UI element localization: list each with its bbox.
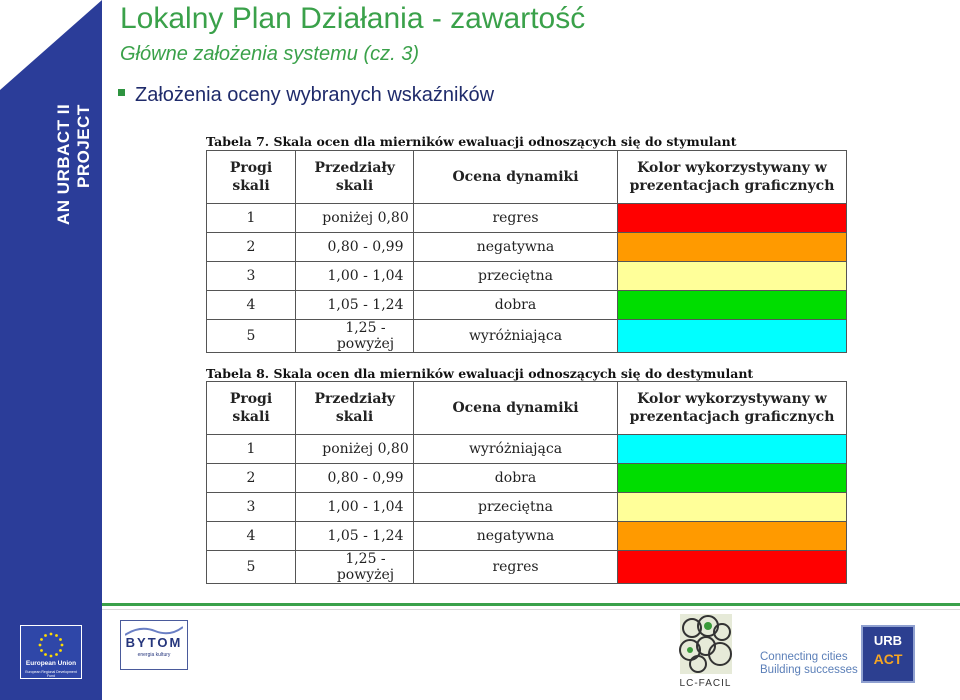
cell-prog: 5 [207,320,296,353]
table-row [207,291,847,320]
tagline-line-1: Connecting cities [760,651,848,663]
cell-przedzial: poniżej 0,80 [296,435,414,464]
header-przedzialy-text: Przedziały skali [314,160,395,194]
cell-ocena: negatywna [414,522,618,551]
header-progi-text: Progi skali [229,391,273,425]
cell-przedzial: 1,00 - 1,04 [296,493,414,522]
eu-stars-icon [37,631,65,659]
cell-color-swatch [618,262,847,291]
cell-przedzial: poniżej 0,80 [296,204,414,233]
urbact-label-bottom: ACT [873,651,903,667]
table-header-row [207,382,847,435]
header-ocena [414,151,618,204]
cell-ocena: przeciętna [414,493,618,522]
cell-przedzial: 1,00 - 1,04 [296,262,414,291]
sidebar-corner-wedge [0,0,102,90]
eu-label: European Union [25,660,77,667]
header-kolor-text: Kolor wykorzystywany w prezentacjach graficznych [629,160,835,194]
cell-prog: 4 [207,291,296,320]
header-ocena-text: Ocena dynamiki [452,169,579,185]
cell-ocena: wyróżniająca [414,320,618,353]
cell-color-swatch [618,291,847,320]
table-row [207,464,847,493]
table-row [207,204,847,233]
cell-color-swatch [618,522,847,551]
cell-prog: 3 [207,262,296,291]
cell-ocena: dobra [414,464,618,493]
cell-color-swatch [618,493,847,522]
cell-color-swatch [618,464,847,493]
bytom-tagline: energia kultury [137,652,171,658]
table-row [207,551,847,584]
header-ocena [414,382,618,435]
eu-flag-logo [20,625,82,679]
table-row [207,320,847,353]
table-7 [206,150,847,353]
cell-prog: 4 [207,522,296,551]
cell-ocena: negatywna [414,233,618,262]
bullet-text: Założenia oceny wybranych wskaźników [135,84,495,106]
table-7-caption: Tabela 7. Skala ocen dla mierników ewaluacji odnoszących się do stymulant [206,134,737,149]
sidebar-project-label: AN URBACT II PROJECT [54,104,93,226]
header-progi [207,151,296,204]
tagline-line-2: Building successes [760,664,858,676]
cell-ocena: wyróżniająca [414,435,618,464]
header-kolor-text: Kolor wykorzystywany w prezentacjach graficznych [629,391,835,425]
cell-prog: 5 [207,551,296,584]
header-przedzialy [296,382,414,435]
cell-ocena: regres [414,551,618,584]
urbact-label-top: URB [873,633,903,648]
cell-przedzial: 1,05 - 1,24 [296,291,414,320]
header-progi [207,382,296,435]
header-ocena-text: Ocena dynamiki [452,400,579,416]
cell-prog: 1 [207,204,296,233]
connecting-cities-tagline [760,651,858,677]
header-przedzialy [296,151,414,204]
header-kolor [618,382,847,435]
bytom-logo [120,620,188,670]
bullet-item [118,84,494,107]
bytom-name: BYTOM [125,635,183,650]
cell-przedzial: 1,25 - powyżej [296,551,414,584]
table-row [207,522,847,551]
table-row [207,493,847,522]
cell-prog: 2 [207,233,296,262]
cell-color-swatch [618,551,847,584]
cell-przedzial: 0,80 - 0,99 [296,233,414,262]
footer-divider [102,603,960,606]
cell-color-swatch [618,233,847,262]
eu-sublabel: European Regional Development Fund [25,670,77,678]
cell-ocena: regres [414,204,618,233]
cell-przedzial: 1,05 - 1,24 [296,522,414,551]
cell-prog: 3 [207,493,296,522]
table-row [207,435,847,464]
cell-color-swatch [618,435,847,464]
cell-prog: 1 [207,435,296,464]
lc-facil-circles-icon [668,612,743,676]
bullet-square-icon [118,89,125,96]
header-kolor [618,151,847,204]
cell-ocena: dobra [414,291,618,320]
page-title: Lokalny Plan Działania - zawartość [120,2,586,35]
page-subtitle: Główne założenia systemu (cz. 3) [120,43,420,65]
table-8-caption: Tabela 8. Skala ocen dla mierników ewaluacji odnoszących się do destymulant [206,366,754,381]
header-przedzialy-text: Przedziały skali [314,391,395,425]
table-8 [206,381,847,584]
urbact-logo [861,625,915,683]
cell-prog: 2 [207,464,296,493]
table-header-row [207,151,847,204]
sidebar-band [0,0,102,700]
header-progi-text: Progi skali [229,160,273,194]
cell-przedzial: 1,25 - powyżej [296,320,414,353]
cell-color-swatch [618,204,847,233]
cell-color-swatch [618,320,847,353]
lc-facil-label: LC-FACIL [679,678,732,689]
cell-ocena: przeciętna [414,262,618,291]
lc-facil-logo [668,612,743,692]
table-row [207,233,847,262]
cell-przedzial: 0,80 - 0,99 [296,464,414,493]
footer-divider-thin [102,609,960,610]
table-row [207,262,847,291]
